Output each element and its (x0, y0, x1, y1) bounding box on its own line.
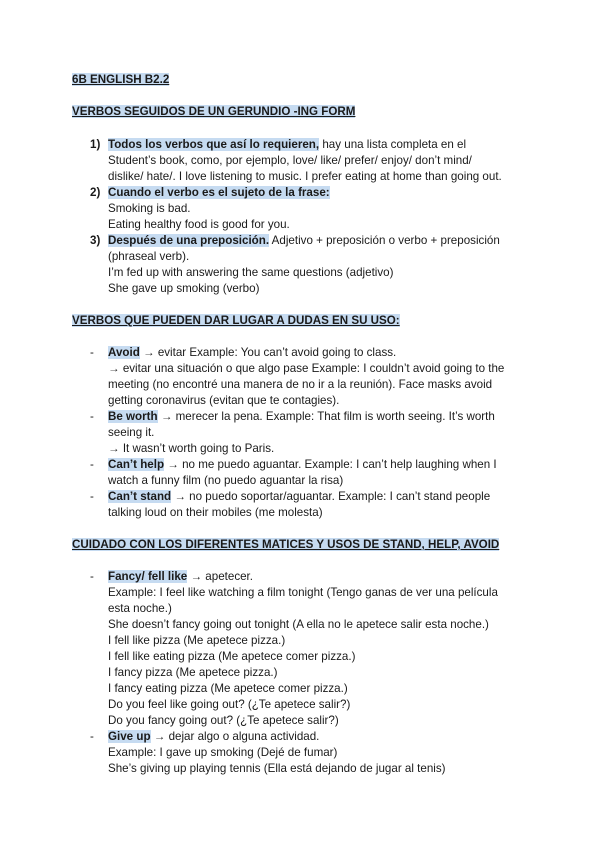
list-item-line: (phraseal verb). (108, 250, 190, 263)
list-item-line: getting coronavirus (evitan que te contagies). (108, 394, 340, 407)
section-heading-gerund: VERBOS SEGUIDOS DE UN GERUNDIO -ING FORM (72, 105, 356, 118)
list-item-line: I fell like eating pizza (Me apetece comer pizza.) (108, 650, 356, 663)
list-item: Fancy/ fell like → apetecer. (108, 570, 254, 583)
list-item-line: I fancy pizza (Me apetece pizza.) (108, 666, 278, 679)
list-item-line: Smoking is bad. (108, 202, 191, 215)
document-title: 6B ENGLISH B2.2 (72, 73, 170, 86)
bullet-dash: - (90, 730, 94, 743)
bullet-dash: - (90, 346, 94, 359)
list-item-line: Example: I gave up smoking (Dejé de fumar) (108, 746, 338, 759)
list-item-line: Example: I feel like watching a film tonight (Tengo ganas de ver una película (108, 586, 498, 599)
list-item-line: Do you feel like going out? (¿Te apetece salir?) (108, 698, 351, 711)
list-item-line: dislike/ hate/. I love listening to music. I prefer eating at home than going out. (108, 170, 502, 183)
list-item-line: Eating healthy food is good for you. (108, 218, 290, 231)
list-item: Todos los verbos que así lo requieren, hay una lista completa en el (108, 138, 467, 151)
bullet-dash: - (90, 570, 94, 583)
list-number: 1) (90, 138, 101, 151)
list-item-line: seeing it. (108, 426, 155, 439)
list-item-line: Do you fancy going out? (¿Te apetece salir?) (108, 714, 339, 727)
list-item-line: watch a funny film (no puedo aguantar la risa) (108, 474, 344, 487)
list-item: Can’t help → no me puedo aguantar. Example: I can’t help laughing when I (108, 458, 497, 471)
list-item-line: talking loud on their mobiles (me molesta) (108, 506, 323, 519)
list-item-line: → evitar una situación o que algo pase Example: I couldn’t avoid going to the (108, 362, 505, 375)
list-item: Give up → dejar algo o alguna actividad. (108, 730, 320, 743)
list-item-line: I fancy eating pizza (Me apetece comer pizza.) (108, 682, 348, 695)
bullet-dash: - (90, 490, 94, 503)
list-number: 3) (90, 234, 101, 247)
list-item-line: meeting (no encontré una manera de no ir a la reunión). Face masks avoid (108, 378, 493, 391)
list-item: Después de una preposición. Adjetivo + preposición o verbo + preposición (108, 234, 500, 247)
list-item-line: I’m fed up with answering the same questions (adjetivo) (108, 266, 394, 279)
list-item: Avoid → evitar Example: You can’t avoid going to class. (108, 346, 397, 359)
list-item: Can’t stand → no puedo soportar/aguantar. Example: I can’t stand people (108, 490, 491, 503)
bullet-dash: - (90, 410, 94, 423)
list-item-line: esta noche.) (108, 602, 172, 615)
list-item-line: Student’s book, como, por ejemplo, love/ like/ prefer/ enjoy/ don’t mind/ (108, 154, 472, 167)
list-item-line: She doesn’t fancy going out tonight (A ella no le apetece salir esta noche.) (108, 618, 489, 631)
list-item-line: She gave up smoking (verbo) (108, 282, 260, 295)
list-item-line: She’s giving up playing tennis (Ella está dejando de jugar al tenis) (108, 762, 446, 775)
bullet-dash: - (90, 458, 94, 471)
list-item: Cuando el verbo es el sujeto de la frase: (108, 186, 330, 199)
list-item-line: → It wasn’t worth going to Paris. (108, 442, 275, 455)
section-heading-doubts: VERBOS QUE PUEDEN DAR LUGAR A DUDAS EN SU USO: (72, 314, 400, 327)
section-heading-nuances: CUIDADO CON LOS DIFERENTES MATICES Y USOS DE STAND, HELP, AVOID (72, 538, 500, 551)
list-number: 2) (90, 186, 101, 199)
list-item: Be worth → merecer la pena. Example: That film is worth seeing. It’s worth (108, 410, 495, 423)
list-item-line: I fell like pizza (Me apetece pizza.) (108, 634, 286, 647)
